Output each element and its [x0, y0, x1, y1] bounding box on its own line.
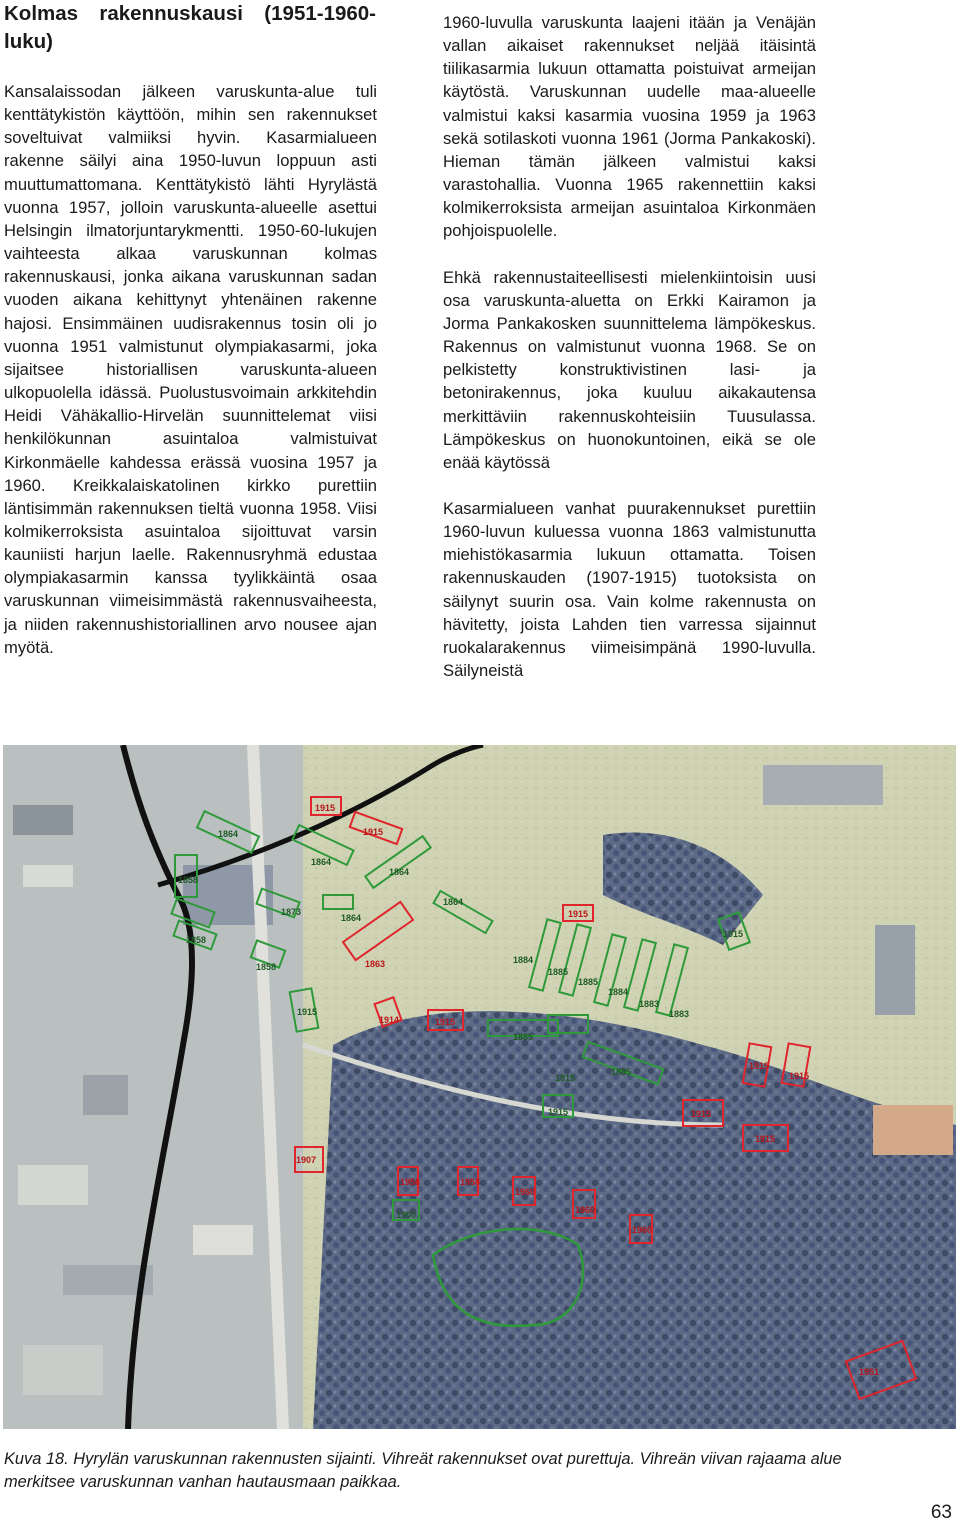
building-block	[23, 865, 73, 887]
map-label: 1885	[611, 1067, 632, 1077]
map-label: 1915	[548, 1107, 569, 1117]
left-paragraph: Kansalaissodan jälkeen varuskunta-alue tuli kenttätykistön käyttöön, mihin sen rakennukset soveltuivat valmiiksi hyvin. Kasarmialueen rakenne säilyi aina 1950-luvun loppuun asti muuttumattomana. Kenttätykistö lähti Hyrylästä vuonna 1957, jolloin varuskunta-alueelle asettui Helsingin ilmatorjuntarykmentti. 1950-60-lukujen vaihteesta alkaa varuskunnan kolmas rakennuskausi, jonka aikana varuskunnan sadan vuoden aikana kehittynyt yhtenäinen rakenne hajosi. Ensimmäinen uudisrakennus tosin oli jo vuonna 1951 valmistunut olympiakasarmi, joka sijaitsee historiallisen varuskunta-alueen ulkopuolella idässä. Puolustusvoimain arkkitehdin Heidi Vähäkallio-Hirvelän suunnittelemat viisi henkilökunnan asuintaloa valmistuivat Kirkonmäelle kahdessa erässä vuosina 1957 ja 1960. Kreikkalaiskatolinen kirkko purettiin läntisimmän rakennuksen tieltä vuonna 1958. Viisi kolmikerroksista asuintaloa sijoittuvat varsin kauniisti harjun laelle. Rakennusryhmä edustaa olympiakasarmin kanssa tyylikkäintä osaa varuskunnan viimeisimmästä rakennusvaiheesta, ja niiden rakennushistoriallinen arvo nousee ajan myötä.	[4, 82, 377, 657]
building-block	[23, 1345, 103, 1395]
map-label: 1915	[568, 909, 589, 919]
map-label: 1958	[400, 1177, 421, 1187]
map-label: 1858	[256, 962, 277, 972]
map-label: 1915	[789, 1071, 810, 1081]
aerial-map-image	[3, 745, 956, 1429]
map-label: 1873	[281, 907, 302, 917]
map-label: 1884	[608, 987, 629, 997]
right-paragraph-3: Kasarmialueen vanhat puurakennukset purettiin 1960-luvun kuluessa vuonna 1863 valmistunutta miehistökasarmia lukuun ottamatta. Toisen rakennuskauden (1907-1915) tuotoksista on säilynyt suurin osa. Vain kolme rakennusta on hävitetty, joista Lahden tien varressa sijainnut ruokalarakennus viimeisimpänä 1990-luvulla. Säilyneistä	[443, 498, 816, 681]
building-block	[763, 765, 883, 805]
building-block	[13, 805, 73, 835]
map-label: 1885	[578, 977, 599, 987]
map-label: 1915	[297, 1007, 318, 1017]
building-block	[873, 1105, 953, 1155]
map-label: 1863	[365, 959, 386, 969]
map-label: 1914	[379, 1015, 400, 1025]
map-label: 1883	[669, 1009, 690, 1019]
building-block	[193, 1225, 253, 1255]
map-label: 1915	[691, 1109, 712, 1119]
map-label: 1915	[723, 929, 744, 939]
map-label: 1858	[186, 935, 207, 945]
map-label: 1915	[435, 1017, 456, 1027]
right-text-column	[443, 11, 816, 682]
map-label: 1864	[311, 857, 332, 867]
map-label: 1915	[363, 827, 384, 837]
map-label: 1915	[755, 1134, 776, 1144]
map-label: 1883	[639, 999, 660, 1009]
map-label: 1951	[859, 1367, 880, 1377]
right-paragraph-1: 1960-luvulla varuskunta laajeni itään ja Venäjän vallan aikaiset rakennukset neljää itäisintä tiilikasarmia lukuun ottamatta poistuivat armeijan käytöstä. Varuskunnan uudelle maa-alueelle valmistui kaksi kasarmia vuosina 1959 ja 1963 sekä sotilaskoti vuonna 1961 (Jorma Pankakoski). Hieman tämän jälkeen valmistui kaksi varastohallia. Vuonna 1965 rakennettiin kaksi kolmikerroksista armeijan asuintaloa Kirkonmäen pohjoispuolelle.	[443, 13, 816, 241]
map-label: 1960	[515, 1187, 536, 1197]
right-paragraph-2: Ehkä rakennustaiteellisesti mielenkiintoisin uusi osa varuskunta-aluetta on Erkki Kairamon ja Jorma Pankakosken suunnittelema lämpökeskus. Rakennus on valmistunut vuonna 1968. Se on pelkistetty konstruktivistinen lasi- ja betonirakennus, joka kuuluu aikakautensa merkittäviin rakennuskohteisiin Tuusulassa. Lämpökeskus on huonokuntoinen, eikä se ole enää käytössä	[443, 267, 816, 472]
map-label: 1885	[548, 967, 569, 977]
map-label: 1864	[341, 913, 362, 923]
map-label: 1915	[749, 1061, 770, 1071]
map-label: 1858	[178, 875, 199, 885]
building-block	[875, 925, 915, 1015]
map-label: 1907	[296, 1155, 317, 1165]
page-number: 63	[930, 1502, 952, 1523]
figure-caption: Kuva 18. Hyrylän varuskunnan rakennusten sijainti. Vihreät rakennukset ovat purettuja. Vihreän viivan rajaama alue merkitsee varuskunnan vanhan hautausmaan paikkaa.	[4, 1450, 842, 1491]
map-label: 1864	[389, 867, 410, 877]
section-heading: Kolmas rakennuskausi (1951-1960-luku)	[4, 2, 376, 53]
map-label: 1960	[632, 1225, 653, 1235]
map-label: 1900	[396, 1210, 417, 1220]
building-block	[83, 1075, 128, 1115]
map-label: 1884	[513, 955, 534, 965]
map-label: 1915	[315, 803, 336, 813]
map-label: 1915	[555, 1073, 576, 1083]
map-label: 1864	[443, 897, 464, 907]
map-label: 1960	[575, 1205, 596, 1215]
map-label: 1885	[513, 1032, 534, 1042]
map-label: 1958	[460, 1177, 481, 1187]
map-label: 1864	[218, 829, 239, 839]
left-text-column	[4, 80, 377, 659]
building-block	[18, 1165, 88, 1205]
